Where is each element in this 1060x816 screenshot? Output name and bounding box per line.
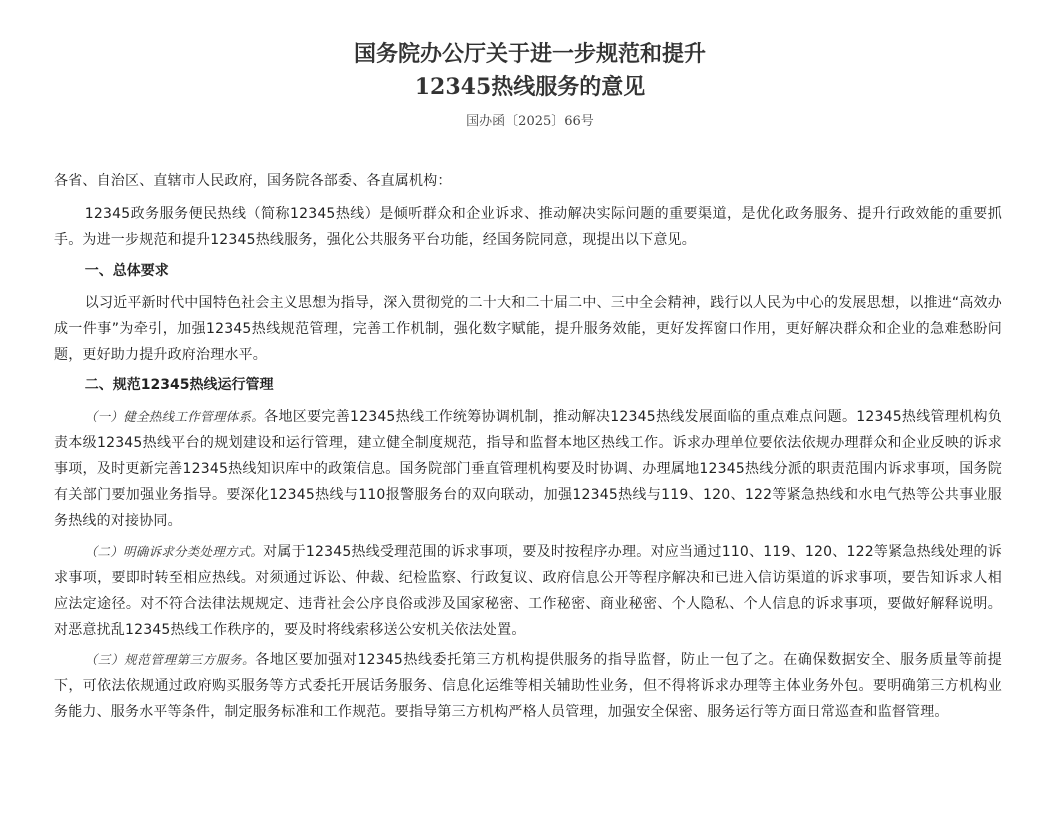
item-3-heading: （三）规范管理第三方服务。	[84, 652, 256, 667]
item-1-text: 各地区要完善12345热线工作统筹协调机制，推动解决12345热线发展面临的重点难点问题。12345热线管理机构负责本级12345热线平台的规划建设和运行管理，建立健全制度规范，指导和监督本地区热线工作。诉求办理单位要依法依规办理群众和企业反映的诉求事项，及时更新完善12345热线知识库中的政策信息。国务院部门垂直管理机构要及时协调、办理属地12345热线分派的职责范围内诉求事项，国务院有关部门要加强业务指导。要深化12345热线与110报警服务台的双向联动，加强12345热线与119、120、122等紧急热线和水电气热等公共事业服务热线的对接协同。	[54, 409, 1002, 529]
item-3-text: 各地区要加强对12345热线委托第三方机构提供服务的指导监督，防止一包了之。在确保数据安全、服务质量等前提下，可依法依规通过政府购买服务等方式委托开展话务服务、信息化运维等相关辅助性业务，但不得将诉求办理等主体业务外包。要明确第三方机构业务能力、服务水平等条件，制定服务标准和工作规范。要指导第三方机构严格人员管理，加强安全保密、服务运行等方面日常巡查和监督管理。	[54, 652, 1002, 720]
section-2-heading: 二、规范12345热线运行管理	[84, 377, 274, 393]
item-1-heading: （一）健全热线工作管理体系。	[84, 409, 265, 424]
document-number: 国办函〔2025〕66号	[466, 114, 594, 129]
section-1-heading: 一、总体要求	[84, 262, 169, 279]
document-title	[0, 38, 1060, 104]
addressee: 各省、自治区、直辖市人民政府，国务院各部委、各直属机构：	[54, 173, 452, 189]
item-2-text: 对属于12345热线受理范围的诉求事项，要及时按程序办理。对应当通过110、119、120、122等紧急热线处理的诉求事项，要即时转至相应热线。对须通过诉讼、仲裁、纪检监察、行政复议、政府信息公开等程序解决和已进入信访渠道的诉求事项，要告知诉求人相应法定途径。对不符合法律法规规定、违背社会公序良俗或涉及国家秘密、工作秘密、商业秘密、个人隐私、个人信息的诉求事项，要做好解释说明。对恶意扰乱12345热线工作秩序的，要及时将线索移送公安机关依法处置。	[54, 543, 1002, 638]
intro-paragraph: 12345政务服务便民热线（简称12345热线）是倾听群众和企业诉求、推动解决实际问题的重要渠道，是优化政务服务、提升行政效能的重要抓手。为进一步规范和提升12345热线服务，强化公共服务平台功能，经国务院同意，现提出以下意见。	[54, 206, 1002, 248]
section-1-paragraph: 以习近平新时代中国特色社会主义思想为指导，深入贯彻党的二十大和二十届二中、三中全会精神，践行以人民为中心的发展思想，以推进“高效办成一件事”为牵引，加强12345热线规范管理，完善工作机制，强化数字赋能，提升服务效能，更好发挥窗口作用，更好解决群众和企业的急难愁盼问题，更好助力提升政府治理水平。	[54, 294, 1002, 363]
document-header	[0, 0, 1060, 129]
item-2-paragraph	[54, 539, 1002, 643]
item-3-paragraph	[54, 647, 1002, 725]
title-line-2: 12345热线服务的意见	[414, 74, 646, 100]
item-2-heading: （二）明确诉求分类处理方式。	[84, 543, 264, 559]
item-1-paragraph	[54, 404, 1002, 534]
document-body	[54, 168, 1002, 730]
title-line-1: 国务院办公厅关于进一步规范和提升	[353, 41, 706, 67]
